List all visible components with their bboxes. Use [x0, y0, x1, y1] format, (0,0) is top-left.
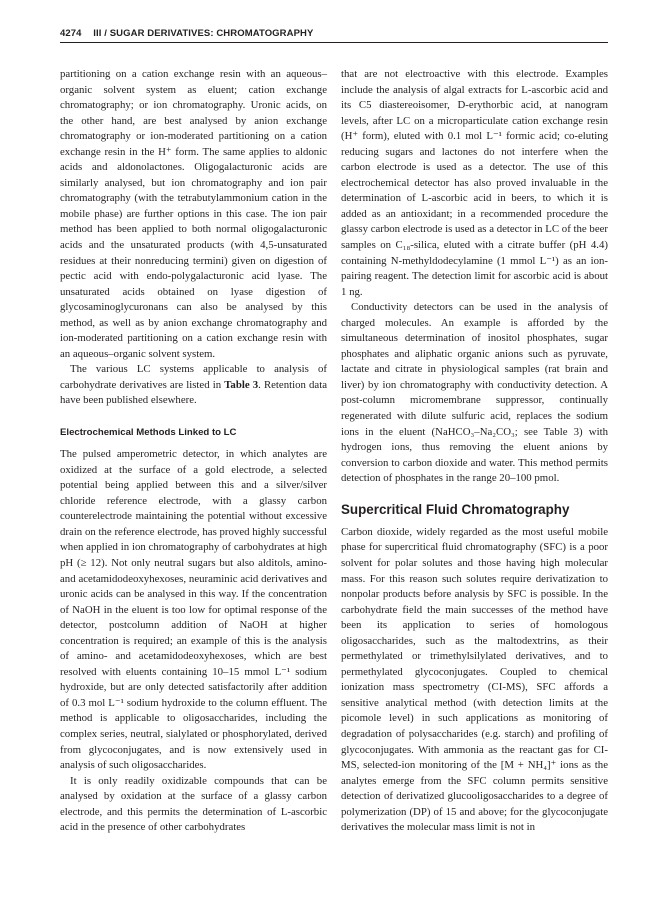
right-column [341, 67, 608, 836]
left-paragraph-1: partitioning on a cation exchange resin with an aqueous–organic solvent system as eluent; cation exchange chromatography; or ion chromatography. Uronic acids, on the other hand, are best analysed by anion exchange chromatography or ion-moderated partitioning on a cation exchange resin in the H⁺ form. The same applies to aldonic acids and aldonolactones. Oligogalacturonic acids are similarly analysed, but ion chromatography and ion pair chromatography (with the tetrabutylammonium cation in the mobile phase) are further options in this case. The ion pair method has been applied to both normal oligogalacturonic acids and the unsaturated products (with 4,5-unsaturated residues at their nonreducing termini) given on digestion of pectic acid with endo-polygalacturonic acid lyase. The unsaturated acids obtained on lyase digestion of glycosaminoglycuronans can also be analysed by this method, as well as by anion exchange chromatography and ion-moderated partitioning on a cation exchange resin with an aqueous–organic solvent system. [60, 68, 327, 360]
spacer [341, 518, 608, 525]
spacer [60, 440, 327, 447]
running-header [60, 28, 608, 43]
right-paragraph-1: that are not electroactive with this electrode. Examples include the analysis of algal extracts for L-ascorbic acid and its C5 diastereoisomer, D-erythorbic acid, at nanogram levels, after LC on a microparticulate cation exchange resin (H⁺ form), eluted with 0.1 mol L⁻¹ formic acid; co-eluting reducing sugars and lactones do not interfere when the carbon electrode is used as a detector. The use of this electrochemical detector has also proved invaluable in the determination of L-ascorbic acid in beers, to which it is added as an antioxidant; in a recommended procedure the glassy carbon electrode is used as a detector in LC of the beer samples on C₁₈-silica, eluted with a citrate buffer (pH 4.4) containing N-methyldodecylamine (1 mmol L⁻¹) as an ion-pairing reagent. The detection limit for ascorbic acid is about 1 ng. [341, 68, 608, 298]
running-title: III / SUGAR DERIVATIVES: CHROMATOGRAPHY [93, 28, 314, 39]
left-paragraph-3: The pulsed amperometric detector, in which analytes are oxidized at the surface of a gold electrode, a selected potential being applied between this and a silver/silver chloride reference electrode, with a glassy carbon counterelectrode maintaining the potential without excessive drain on the reference electrode, has proved highly successful when applied in ion chromatography of carbohydrates at high pH (≥ 12). Not only neutral sugars but also alditols, amino- and acetamidodeoxyhexoses, neuraminic acid derivatives and uronic acids can be analysed in this way. If the concentration of NaOH in the eluent is too low for optimal response of the detector, postcolumn addition of NaOH at higher concentration is required; an example of this is the analysis of amino- and acetamidodeoxyhexoses, which are best resolved with eluents containing 10–15 mmol L⁻¹ sodium hydroxide, but are only detected satisfactorily after addition of 0.3 mol L⁻¹ sodium hydroxide to the column effluent. The method is applicable to oligosaccharides, including the complex series, neutral, sialylated or phosphorylated, derived from glycoconjugates, and is now extensively used in analysis of such oligosaccharides. [60, 448, 327, 772]
section-heading-sfc: Supercritical Fluid Chromatography [341, 502, 570, 518]
left-column [60, 67, 327, 836]
subheading-electrochemical: Electrochemical Methods Linked to LC [60, 426, 237, 438]
right-paragraph-3: Carbon dioxide, widely regarded as the most useful mobile phase for supercritical fluid chromatography (SFC) is a poor solvent for polar solutes and those having high molecular mass. For this reason such solutes require derivatization to nonpolar products before analysis by SFC is possible. In the carbohydrate field the main successes of the method have been its application to series of homologous oligosaccharides, such as the maltodextrins, as their permethylated or trimethylsilylated derivatives, and to permethylated glycoconjugates. Coupled to chemical ionization mass spectrometry (CI-MS), SFC affords a sensitive analytical method (with detection limits at the picomole level) in such applications as monitoring of degradation of polysaccharides (e.g. starch) and profiling of glycoconjugates. With ammonia as the reactant gas for CI-MS, selected-ion monitoring of the [M + NH₄]⁺ ions as the analytes emerge from the SFC column permits sensitive detection of derivatized glucooligosaccharides to a degree of polymerization (DP) of 15 and above; for the glycoconjugate derivatives the molecular mass limit is not in [341, 525, 608, 834]
right-paragraph-2: Conductivity detectors can be used in the analysis of charged molecules. An example is afforded by the simultaneous determination of inositol phosphates, sugar phosphates and aliphatic organic anions such as pyruvate, lactate and citrate in physiological samples (rat brain and liver) by ion chromatography with conductivity detection. A post-column micromembrane suppressor, continually regenerated with dilute sulfuric acid, replaces the sodium ions in the eluent (NaHCO₃–Na₂CO₃; see Table 3) with hydrogen ions, thus removing the eluent anions by conversion to carbon dioxide and water. This method permits detection of phosphates in the range 20–100 pmol. [341, 301, 608, 485]
left-paragraph-2 [60, 362, 327, 409]
page-number: 4274 [60, 28, 82, 39]
spacer [341, 487, 608, 503]
p2-text-end: . Retention data have been published elsewhere. [60, 378, 328, 407]
left-paragraph-4: It is only readily oxidizable compounds that can be analysed by oxidation at the surface of a glassy carbon electrode, and this permits the determination of L-ascorbic acid in the presence of other carbohydrates [60, 774, 327, 834]
p2-text-start: The various LC systems applicable to analysis of carbohydrate derivatives are listed in [60, 363, 327, 391]
table-3-reference: Table 3 [224, 378, 259, 391]
spacer [60, 409, 327, 425]
